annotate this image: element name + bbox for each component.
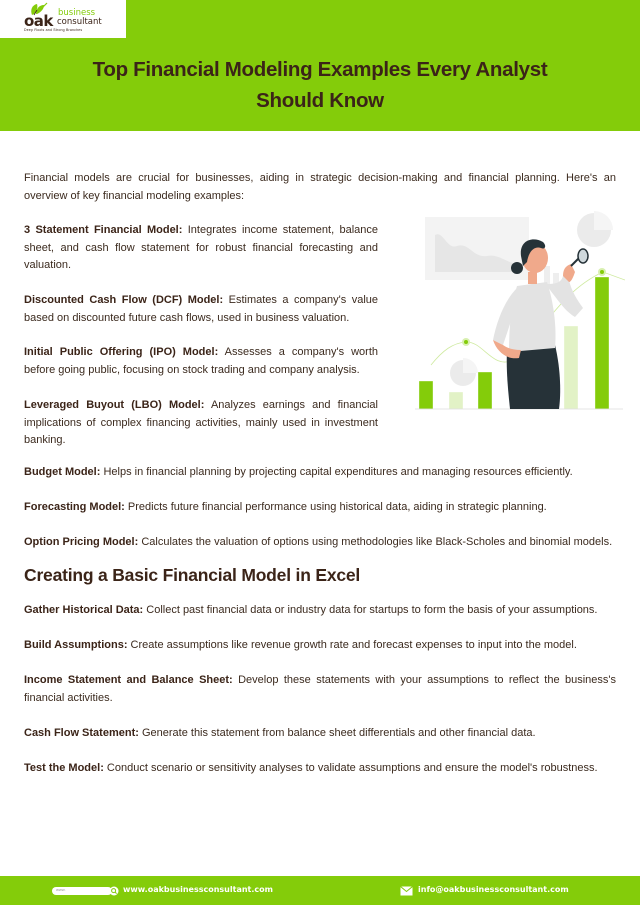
model-term: Initial Public Offering (IPO) Model: [24,346,219,358]
model-item-budget [24,464,624,482]
model-desc: Predicts future financial performance using historical data, aiding in strategic planning. [124,501,547,513]
step-term: Test the Model: [24,762,104,774]
website-link[interactable]: www.oakbusinessconsultant.com [123,885,273,894]
step-build-assumptions [24,637,624,655]
model-term: Forecasting Model: [24,501,125,513]
model-term: Discounted Cash Flow (DCF) Model: [24,294,224,306]
step-term: Income Statement and Balance Sheet: [24,674,233,686]
model-desc: Integrates income statement, balance sheet, and cash flow statement for robust financial forecasting and valuation. [24,224,378,271]
step-test-model [24,760,624,778]
step-term: Cash Flow Statement: [24,727,139,739]
hero-banner [0,38,640,131]
model-item-lbo [24,397,378,450]
step-desc: Create assumptions like revenue growth rate and forecast expenses to input into the model. [127,639,577,651]
email-link[interactable]: info@oakbusinessconsultant.com [418,885,569,894]
model-item-dcf [24,292,378,327]
model-desc: Estimates a company's value based on discounted future cash flows, used in business valuation. [24,294,378,324]
step-term: Gather Historical Data: [24,604,144,616]
model-desc: Calculates the valuation of options using methodologies like Black-Scholes and binomial models. [138,536,613,548]
model-item-ipo [24,344,378,379]
model-term: 3 Statement Financial Model: [24,224,183,236]
analyst-with-magnifier-illustration [413,200,625,412]
step-desc: Generate this statement from balance sheet differentials and other financial data. [138,727,536,739]
step-term: Build Assumptions: [24,639,128,651]
url-pill-text: www. [56,887,66,892]
logo-tagline: Deep Roots and Strong Branches [24,28,83,32]
page-title: Top Financial Modeling Examples Every Analyst Should Know [92,57,548,112]
brand-logo[interactable] [0,0,126,38]
model-item-3-statement [24,222,378,275]
intro-paragraph: Financial models are crucial for businesses, aiding in strategic decision-making and financial planning. Here's an overview of key financial modeling examples: [24,172,616,202]
logo-business-text: business [58,8,96,18]
search-icon [109,886,119,896]
model-item-forecasting [24,499,624,517]
step-income-balance [24,672,616,707]
model-term: Budget Model: [24,466,101,478]
model-term: Leveraged Buyout (LBO) Model: [24,399,205,411]
step-desc: Collect past financial data or industry data for startups to form the basis of your assumptions. [143,604,598,616]
step-desc: Conduct scenario or sensitivity analyses to validate assumptions and ensure the model's robustness. [103,762,598,774]
url-pill [52,887,112,895]
logo-oak-text: oak [24,12,53,30]
section-heading-excel: Creating a Basic Financial Model in Excel [24,565,361,585]
model-item-option-pricing [24,534,624,552]
model-term: Option Pricing Model: [24,536,139,548]
step-cash-flow [24,725,624,743]
mail-icon [400,886,413,896]
step-gather-data [24,602,624,620]
footer-bar [0,876,640,905]
step-desc: Develop these statements with your assumptions to reflect the business's financial activities. [24,674,617,704]
logo-consultant-text: consultant [57,17,102,27]
model-desc: Analyzes earnings and financial implications of complex financing activities, mainly used in investment banking. [24,399,378,446]
model-desc: Assesses a company's worth before going public, focusing on stock trading and company analysis. [24,346,378,376]
model-desc: Helps in financial planning by projecting capital expenditures and managing resources efficiently. [100,466,573,478]
